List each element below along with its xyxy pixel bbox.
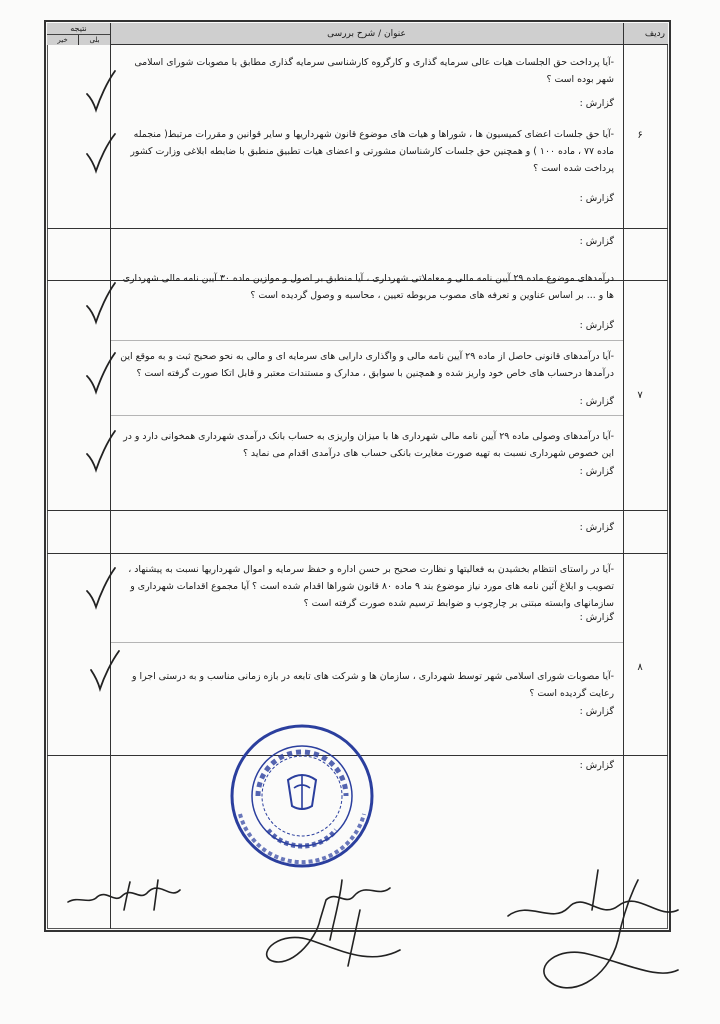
row-divider <box>47 228 668 229</box>
report-label: گزارش : <box>579 236 614 247</box>
column-divider-radif <box>623 23 624 929</box>
report-label: گزارش : <box>579 193 614 204</box>
column-divider-yes-no <box>78 35 79 45</box>
question-text: -آیا درآمدهای وصولی ماده ۲۹ آیین نامه مالی شهرداری ها با میزان واریزی به حساب بانک درآمدی شهرداری همخوانی دارد و در این خصوص شهرداری نسبت به تهیه صورت مغایرت بانکی حساب های درآمدی اقدام می نماید ؟ <box>123 431 614 459</box>
checkmark-icon <box>84 428 118 476</box>
report-label: گزارش : <box>579 396 614 407</box>
report-label: گزارش : <box>579 706 614 717</box>
report-label: گزارش : <box>579 760 614 771</box>
header-title: عنوان / شرح بررسی <box>110 23 623 45</box>
question-text: -آیا پرداخت حق الجلسات هیات عالی سرمایه گذاری و کارگروه کارشناسی سرمایه گذاری مطابق با مصوبات شورای اسلامی شهر بوده است ؟ <box>134 57 614 85</box>
row-number: ۶ <box>637 130 643 141</box>
header-yes: بلی <box>79 35 110 45</box>
signature <box>60 870 190 920</box>
report-label: گزارش : <box>579 98 614 109</box>
signature <box>250 870 410 980</box>
checkmark-icon <box>84 350 118 398</box>
header-no: خیر <box>47 35 79 45</box>
council-seal <box>228 722 376 870</box>
question-text: درآمدهای موضوع ماده ۲۹ آیین نامه مالی و معاملاتی شهرداری ، آیا منطبق بر اصول و موازین ماده ۳۰ آیین نامه مالی شهرداری ها و ... بر اساس عناوین و تعرفه های مصوب مربوطه تعیین ، محاسبه و وصول گردیده است ؟ <box>122 273 614 301</box>
row-divider <box>47 510 668 511</box>
sub-row-divider <box>110 415 623 416</box>
report-label: گزارش : <box>579 320 614 331</box>
signature <box>488 850 688 1000</box>
header-radif: ردیف <box>623 23 668 45</box>
checkmark-icon <box>84 130 118 178</box>
report-label: گزارش : <box>579 612 614 623</box>
checkmark-icon <box>84 280 118 328</box>
checkmark-icon <box>84 68 118 116</box>
question-text: -آیا مصوبات شورای اسلامی شهر توسط شهرداری ، سازمان ها و شرکت های تابعه در بازه زمانی مناسب و به درستی اجرا و رعایت گردیده است ؟ <box>132 671 614 699</box>
checkmark-icon <box>88 648 122 696</box>
header-result: نتیجه <box>47 23 110 35</box>
checkmark-icon <box>84 565 118 613</box>
sub-row-divider <box>110 642 623 643</box>
row-number: ۸ <box>637 662 643 673</box>
row-number: ۷ <box>637 390 643 401</box>
sub-row-divider <box>110 340 623 341</box>
question-text: -آیا درآمدهای قانونی حاصل از ماده ۲۹ آیین نامه مالی و واگذاری دارایی های سرمایه ای و مالی به نحو صحیح ثبت و به موقع این درآمدها درحساب های خاص خود واریز شده و همچنین با سوابق ، مدارک و مستندات معتبر و قابل اتکا صورت گرفته است ؟ <box>120 351 614 379</box>
row-divider <box>47 553 668 554</box>
report-label: گزارش : <box>579 522 614 533</box>
question-text: -آیا در راستای انتظام بخشیدن به فعالیتها و نظارت صحیح بر حسن اداره و حفظ سرمایه و اموال شهرداریها نسبت به پیشنهاد ، تصویب و ابلاغ آئین نامه های مورد نیاز موضوع بند ۹ ماده ۸۰ قانون شوراها اقدام شده است ؟ آیا مجموع اقدامات شهرداری و سازمانهای وابسته مبتنی بر چارچوب و ضوابط ترسیم شده صورت گرفته است ؟ <box>128 564 614 609</box>
report-label: گزارش : <box>579 466 614 477</box>
question-text: -آیا حق جلسات اعضای کمیسیون ها ، شوراها و هیات های موضوع قانون شهرداریها و سایر قوانین و مقررات مرتبط( منجمله ماده ۷۷ ، ماده ۱۰۰ ) و همچنین حق جلسات کارشناسان مشورتی و اعضای هیات تطبیق منطبق با ضابطه ابلاغی وزارت کشور پرداخت شده است ؟ <box>130 129 614 174</box>
